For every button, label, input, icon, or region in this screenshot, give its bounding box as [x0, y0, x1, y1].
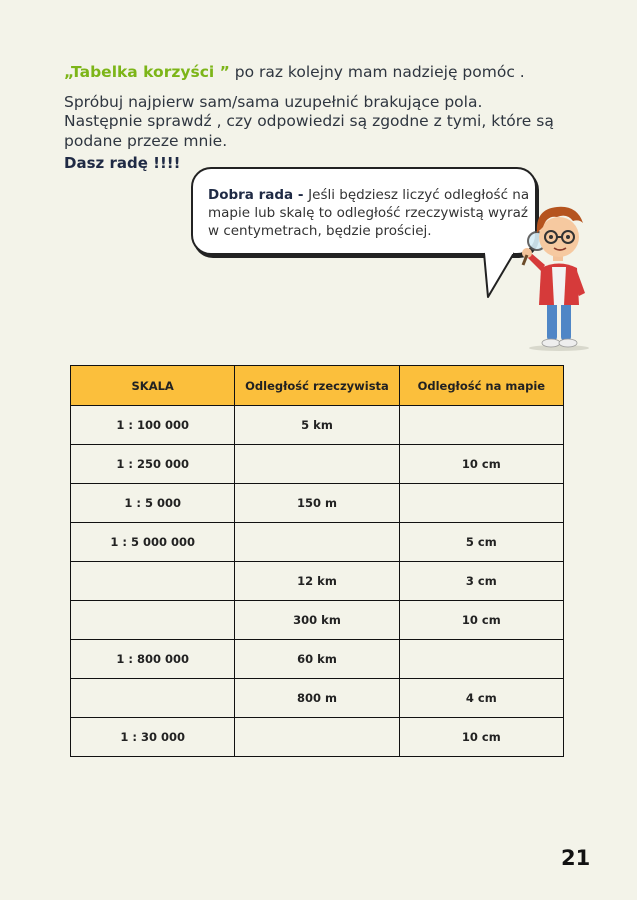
table-row [71, 562, 564, 601]
cell-map-distance: 5 cm [399, 523, 563, 562]
table-row [71, 484, 564, 523]
instruction-line-1: Spróbuj najpierw sam/sama uzupełnić brakujące pola. [64, 93, 483, 111]
intro-title-rest: po raz kolejny mam nadzieję pomóc . [229, 63, 525, 81]
scale-table [70, 365, 564, 757]
cell-scale: 1 : 30 000 [71, 718, 235, 757]
cell-real-distance: 800 m [235, 679, 399, 718]
header-map-distance: Odległość na mapie [399, 366, 563, 406]
cell-scale [71, 562, 235, 601]
cell-real-distance [235, 445, 399, 484]
tip-body: Jeśli będziesz liczyć odległość na mapie lub skalę to odległość rzeczywistą wyraź w centymetrach, będzie prościej. [208, 187, 530, 239]
cell-map-distance: 10 cm [399, 601, 563, 640]
table-row [71, 718, 564, 757]
cell-scale: 1 : 800 000 [71, 640, 235, 679]
cell-real-distance: 5 km [235, 406, 399, 445]
table-row [71, 601, 564, 640]
cell-map-distance [399, 484, 563, 523]
cell-map-distance [399, 640, 563, 679]
page-number: 21 [561, 846, 591, 870]
header-scale: SKALA [71, 366, 235, 406]
cell-scale: 1 : 5 000 000 [71, 523, 235, 562]
table-row [71, 445, 564, 484]
table-row [71, 406, 564, 445]
cell-scale: 1 : 5 000 [71, 484, 235, 523]
cell-real-distance: 300 km [235, 601, 399, 640]
tip-text [208, 186, 538, 240]
table-header-row [71, 366, 564, 406]
cell-map-distance: 10 cm [399, 445, 563, 484]
table-row [71, 679, 564, 718]
intro-title [64, 62, 525, 82]
cell-scale: 1 : 250 000 [71, 445, 235, 484]
boy-with-magnifier-illustration [513, 193, 603, 353]
cell-map-distance: 10 cm [399, 718, 563, 757]
cell-map-distance: 4 cm [399, 679, 563, 718]
header-real-distance: Odległość rzeczywista [235, 366, 399, 406]
cell-real-distance: 150 m [235, 484, 399, 523]
instruction-line-2: Następnie sprawdź , czy odpowiedzi są zgodne z tymi, które są podane przeze mnie. [64, 112, 554, 150]
cell-real-distance: 12 km [235, 562, 399, 601]
cell-real-distance [235, 718, 399, 757]
table-row [71, 640, 564, 679]
cell-real-distance [235, 523, 399, 562]
table-row [71, 523, 564, 562]
cell-real-distance: 60 km [235, 640, 399, 679]
tip-label: Dobra rada - [208, 187, 309, 203]
cell-map-distance [399, 406, 563, 445]
table-name: „Tabelka korzyści ” [64, 63, 230, 81]
motto: Dasz radę !!!! [64, 154, 181, 172]
cell-scale [71, 679, 235, 718]
cell-scale [71, 601, 235, 640]
cell-scale: 1 : 100 000 [71, 406, 235, 445]
cell-map-distance: 3 cm [399, 562, 563, 601]
